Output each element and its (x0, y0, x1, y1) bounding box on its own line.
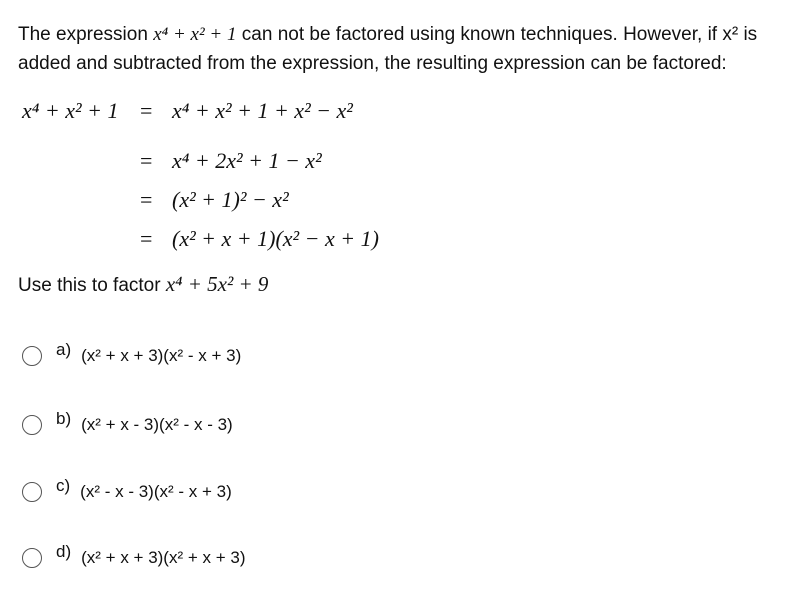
derivation-lhs: x⁴ + x² + 1 (22, 98, 119, 123)
intro-text (18, 20, 758, 78)
option-a[interactable] (22, 340, 242, 366)
option-d[interactable] (22, 542, 246, 568)
radio-button[interactable] (22, 346, 42, 366)
option-label: b) (56, 409, 72, 428)
derivation-row: x⁴ + x² + 1 + x² − x² (172, 98, 353, 123)
option-text: (x² + x - 3)(x² - x - 3) (81, 415, 233, 434)
question-expression: x⁴ + 5x² + 9 (165, 272, 269, 296)
option-text: (x² - x - 3)(x² - x + 3) (80, 482, 232, 501)
derivation-row: x⁴ + 2x² + 1 − x² (172, 148, 322, 173)
radio-button[interactable] (22, 415, 42, 435)
equals-sign: = (140, 187, 153, 212)
option-b[interactable] (22, 409, 233, 435)
derivation-row: (x² + x + 1)(x² − x + 1) (172, 226, 379, 251)
intro-expression: x⁴ + x² + 1 (153, 24, 237, 45)
option-label: c) (56, 476, 71, 495)
equals-sign: = (140, 226, 153, 251)
option-text: (x² + x + 3)(x² + x + 3) (81, 548, 246, 567)
option-c[interactable] (22, 476, 232, 502)
option-label: d) (56, 542, 72, 561)
intro-part: can not be factored using known techniques. However, if x² is added and subtracted from the expression, the resulting expression can be factored: (18, 24, 758, 74)
intro-part: The expression (18, 24, 154, 45)
question-text (18, 272, 268, 297)
question-label: Use this to factor (18, 275, 166, 296)
radio-button[interactable] (22, 482, 42, 502)
equals-sign: = (140, 148, 153, 173)
option-label: a) (56, 340, 72, 359)
option-text: (x² + x + 3)(x² - x + 3) (81, 346, 242, 365)
derivation-row: (x² + 1)² − x² (172, 187, 289, 212)
radio-button[interactable] (22, 548, 42, 568)
equals-sign: = (140, 98, 153, 123)
